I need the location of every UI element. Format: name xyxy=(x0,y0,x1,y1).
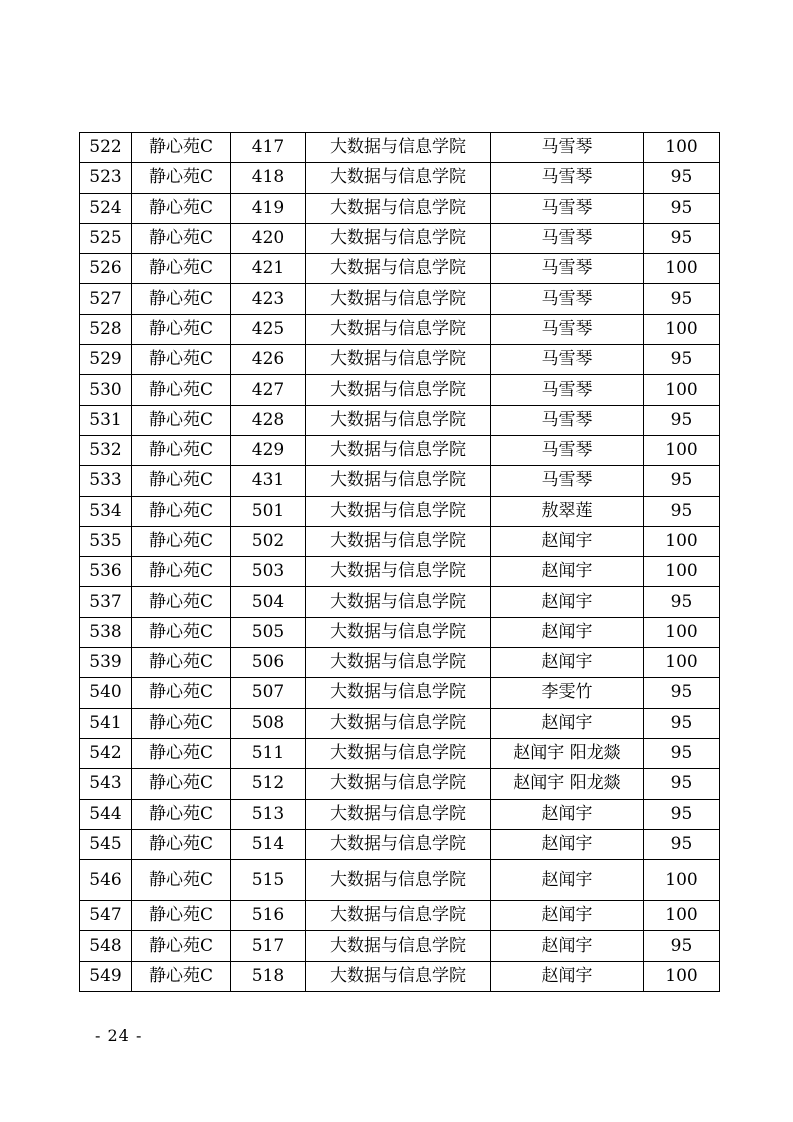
college-cell: 大数据与信息学院 xyxy=(306,496,491,526)
row-number: 546 xyxy=(80,860,132,901)
row-number: 522 xyxy=(80,133,132,163)
college-cell: 大数据与信息学院 xyxy=(306,708,491,738)
table-row xyxy=(80,435,720,465)
score-cell: 100 xyxy=(644,901,720,931)
row-number: 543 xyxy=(80,769,132,799)
table-row xyxy=(80,254,720,284)
college-cell: 大数据与信息学院 xyxy=(306,799,491,829)
room-cell: 431 xyxy=(231,466,306,496)
row-number: 538 xyxy=(80,617,132,647)
room-cell: 517 xyxy=(231,931,306,961)
college-cell: 大数据与信息学院 xyxy=(306,435,491,465)
table-row xyxy=(80,284,720,314)
table-row xyxy=(80,375,720,405)
college-cell: 大数据与信息学院 xyxy=(306,163,491,193)
room-cell: 427 xyxy=(231,375,306,405)
college-cell: 大数据与信息学院 xyxy=(306,931,491,961)
score-cell: 95 xyxy=(644,496,720,526)
score-cell: 100 xyxy=(644,617,720,647)
score-cell: 95 xyxy=(644,345,720,375)
row-number: 533 xyxy=(80,466,132,496)
table-row xyxy=(80,829,720,859)
inspector-name-cell: 马雪琴 xyxy=(491,375,644,405)
college-cell: 大数据与信息学院 xyxy=(306,314,491,344)
row-number: 541 xyxy=(80,708,132,738)
inspector-name-cell: 赵闻宇 xyxy=(491,961,644,991)
room-cell: 426 xyxy=(231,345,306,375)
college-cell: 大数据与信息学院 xyxy=(306,466,491,496)
inspector-name-cell: 马雪琴 xyxy=(491,466,644,496)
table-row xyxy=(80,314,720,344)
score-cell: 95 xyxy=(644,931,720,961)
inspector-name-cell: 赵闻宇 xyxy=(491,829,644,859)
building-cell: 静心苑C xyxy=(132,163,231,193)
inspector-name-cell: 赵闻宇 xyxy=(491,587,644,617)
row-number: 542 xyxy=(80,738,132,768)
inspector-name-cell: 马雪琴 xyxy=(491,254,644,284)
inspector-name-cell: 赵闻宇 xyxy=(491,931,644,961)
room-cell: 516 xyxy=(231,901,306,931)
college-cell: 大数据与信息学院 xyxy=(306,617,491,647)
inspector-name-cell: 赵闻宇 xyxy=(491,799,644,829)
table-row xyxy=(80,193,720,223)
inspector-name-cell: 赵闻宇 xyxy=(491,901,644,931)
building-cell: 静心苑C xyxy=(132,557,231,587)
college-cell: 大数据与信息学院 xyxy=(306,133,491,163)
college-cell: 大数据与信息学院 xyxy=(306,738,491,768)
room-cell: 501 xyxy=(231,496,306,526)
inspector-name-cell: 马雪琴 xyxy=(491,435,644,465)
row-number: 545 xyxy=(80,829,132,859)
inspector-name-cell: 马雪琴 xyxy=(491,284,644,314)
score-cell: 100 xyxy=(644,526,720,556)
college-cell: 大数据与信息学院 xyxy=(306,193,491,223)
row-number: 536 xyxy=(80,557,132,587)
row-number: 525 xyxy=(80,223,132,253)
score-cell: 95 xyxy=(644,163,720,193)
score-cell: 95 xyxy=(644,829,720,859)
room-cell: 503 xyxy=(231,557,306,587)
row-number: 531 xyxy=(80,405,132,435)
building-cell: 静心苑C xyxy=(132,931,231,961)
score-cell: 100 xyxy=(644,314,720,344)
building-cell: 静心苑C xyxy=(132,435,231,465)
table-row xyxy=(80,163,720,193)
row-number: 534 xyxy=(80,496,132,526)
college-cell: 大数据与信息学院 xyxy=(306,284,491,314)
table-row xyxy=(80,799,720,829)
room-cell: 518 xyxy=(231,961,306,991)
table-row xyxy=(80,648,720,678)
college-cell: 大数据与信息学院 xyxy=(306,223,491,253)
room-cell: 514 xyxy=(231,829,306,859)
college-cell: 大数据与信息学院 xyxy=(306,375,491,405)
building-cell: 静心苑C xyxy=(132,961,231,991)
inspector-name-cell: 马雪琴 xyxy=(491,405,644,435)
college-cell: 大数据与信息学院 xyxy=(306,557,491,587)
table-row xyxy=(80,557,720,587)
table-row xyxy=(80,678,720,708)
table-row xyxy=(80,466,720,496)
college-cell: 大数据与信息学院 xyxy=(306,526,491,556)
college-cell: 大数据与信息学院 xyxy=(306,587,491,617)
score-cell: 95 xyxy=(644,799,720,829)
page-number: - 24 - xyxy=(95,1026,143,1045)
building-cell: 静心苑C xyxy=(132,466,231,496)
college-cell: 大数据与信息学院 xyxy=(306,648,491,678)
room-cell: 502 xyxy=(231,526,306,556)
row-number: 523 xyxy=(80,163,132,193)
room-cell: 508 xyxy=(231,708,306,738)
room-cell: 505 xyxy=(231,617,306,647)
inspector-name-cell: 赵闻宇 xyxy=(491,648,644,678)
score-cell: 95 xyxy=(644,466,720,496)
college-cell: 大数据与信息学院 xyxy=(306,405,491,435)
row-number: 548 xyxy=(80,931,132,961)
building-cell: 静心苑C xyxy=(132,254,231,284)
table-row xyxy=(80,587,720,617)
table-row xyxy=(80,526,720,556)
inspector-name-cell: 马雪琴 xyxy=(491,314,644,344)
score-cell: 100 xyxy=(644,375,720,405)
building-cell: 静心苑C xyxy=(132,738,231,768)
table-row xyxy=(80,931,720,961)
inspector-name-cell: 赵闻宇 xyxy=(491,526,644,556)
score-cell: 95 xyxy=(644,223,720,253)
row-number: 540 xyxy=(80,678,132,708)
building-cell: 静心苑C xyxy=(132,708,231,738)
inspector-name-cell: 敖翠莲 xyxy=(491,496,644,526)
table-row xyxy=(80,769,720,799)
dorm-score-table xyxy=(79,132,720,992)
row-number: 528 xyxy=(80,314,132,344)
building-cell: 静心苑C xyxy=(132,617,231,647)
building-cell: 静心苑C xyxy=(132,901,231,931)
score-cell: 100 xyxy=(644,961,720,991)
room-cell: 429 xyxy=(231,435,306,465)
score-cell: 95 xyxy=(644,738,720,768)
table-row xyxy=(80,708,720,738)
score-cell: 95 xyxy=(644,769,720,799)
room-cell: 513 xyxy=(231,799,306,829)
table-row xyxy=(80,738,720,768)
inspector-name-cell: 马雪琴 xyxy=(491,133,644,163)
score-cell: 100 xyxy=(644,557,720,587)
score-cell: 100 xyxy=(644,860,720,901)
inspector-name-cell: 赵闻宇 xyxy=(491,617,644,647)
table-row xyxy=(80,617,720,647)
table-row xyxy=(80,405,720,435)
table-row xyxy=(80,901,720,931)
room-cell: 425 xyxy=(231,314,306,344)
inspector-name-cell: 马雪琴 xyxy=(491,193,644,223)
building-cell: 静心苑C xyxy=(132,193,231,223)
row-number: 532 xyxy=(80,435,132,465)
building-cell: 静心苑C xyxy=(132,223,231,253)
college-cell: 大数据与信息学院 xyxy=(306,860,491,901)
room-cell: 420 xyxy=(231,223,306,253)
row-number: 537 xyxy=(80,587,132,617)
inspector-name-cell: 赵闻宇 阳龙燚 xyxy=(491,769,644,799)
score-cell: 95 xyxy=(644,405,720,435)
room-cell: 417 xyxy=(231,133,306,163)
score-cell: 95 xyxy=(644,193,720,223)
building-cell: 静心苑C xyxy=(132,769,231,799)
row-number: 530 xyxy=(80,375,132,405)
room-cell: 512 xyxy=(231,769,306,799)
college-cell: 大数据与信息学院 xyxy=(306,901,491,931)
room-cell: 515 xyxy=(231,860,306,901)
inspector-name-cell: 马雪琴 xyxy=(491,345,644,375)
college-cell: 大数据与信息学院 xyxy=(306,829,491,859)
row-number: 535 xyxy=(80,526,132,556)
table-row xyxy=(80,496,720,526)
building-cell: 静心苑C xyxy=(132,526,231,556)
building-cell: 静心苑C xyxy=(132,678,231,708)
score-cell: 100 xyxy=(644,133,720,163)
room-cell: 506 xyxy=(231,648,306,678)
inspector-name-cell: 赵闻宇 xyxy=(491,557,644,587)
building-cell: 静心苑C xyxy=(132,133,231,163)
row-number: 539 xyxy=(80,648,132,678)
score-cell: 95 xyxy=(644,284,720,314)
college-cell: 大数据与信息学院 xyxy=(306,254,491,284)
table-body xyxy=(80,133,720,992)
college-cell: 大数据与信息学院 xyxy=(306,678,491,708)
building-cell: 静心苑C xyxy=(132,587,231,617)
table-row xyxy=(80,133,720,163)
room-cell: 418 xyxy=(231,163,306,193)
row-number: 524 xyxy=(80,193,132,223)
building-cell: 静心苑C xyxy=(132,284,231,314)
room-cell: 419 xyxy=(231,193,306,223)
table-row xyxy=(80,223,720,253)
building-cell: 静心苑C xyxy=(132,799,231,829)
table-row xyxy=(80,961,720,991)
score-cell: 100 xyxy=(644,435,720,465)
row-number: 526 xyxy=(80,254,132,284)
room-cell: 504 xyxy=(231,587,306,617)
building-cell: 静心苑C xyxy=(132,405,231,435)
inspector-name-cell: 马雪琴 xyxy=(491,163,644,193)
room-cell: 511 xyxy=(231,738,306,768)
score-cell: 95 xyxy=(644,678,720,708)
college-cell: 大数据与信息学院 xyxy=(306,345,491,375)
score-cell: 100 xyxy=(644,254,720,284)
inspector-name-cell: 李雯竹 xyxy=(491,678,644,708)
table-row xyxy=(80,860,720,901)
row-number: 544 xyxy=(80,799,132,829)
college-cell: 大数据与信息学院 xyxy=(306,769,491,799)
row-number: 529 xyxy=(80,345,132,375)
row-number: 527 xyxy=(80,284,132,314)
room-cell: 423 xyxy=(231,284,306,314)
inspector-name-cell: 赵闻宇 阳龙燚 xyxy=(491,738,644,768)
building-cell: 静心苑C xyxy=(132,375,231,405)
building-cell: 静心苑C xyxy=(132,860,231,901)
room-cell: 421 xyxy=(231,254,306,284)
building-cell: 静心苑C xyxy=(132,496,231,526)
building-cell: 静心苑C xyxy=(132,314,231,344)
building-cell: 静心苑C xyxy=(132,648,231,678)
inspector-name-cell: 赵闻宇 xyxy=(491,708,644,738)
inspector-name-cell: 赵闻宇 xyxy=(491,860,644,901)
room-cell: 507 xyxy=(231,678,306,708)
inspector-name-cell: 马雪琴 xyxy=(491,223,644,253)
college-cell: 大数据与信息学院 xyxy=(306,961,491,991)
score-cell: 100 xyxy=(644,648,720,678)
table-row xyxy=(80,345,720,375)
score-cell: 95 xyxy=(644,708,720,738)
building-cell: 静心苑C xyxy=(132,829,231,859)
building-cell: 静心苑C xyxy=(132,345,231,375)
score-cell: 95 xyxy=(644,587,720,617)
row-number: 549 xyxy=(80,961,132,991)
room-cell: 428 xyxy=(231,405,306,435)
row-number: 547 xyxy=(80,901,132,931)
